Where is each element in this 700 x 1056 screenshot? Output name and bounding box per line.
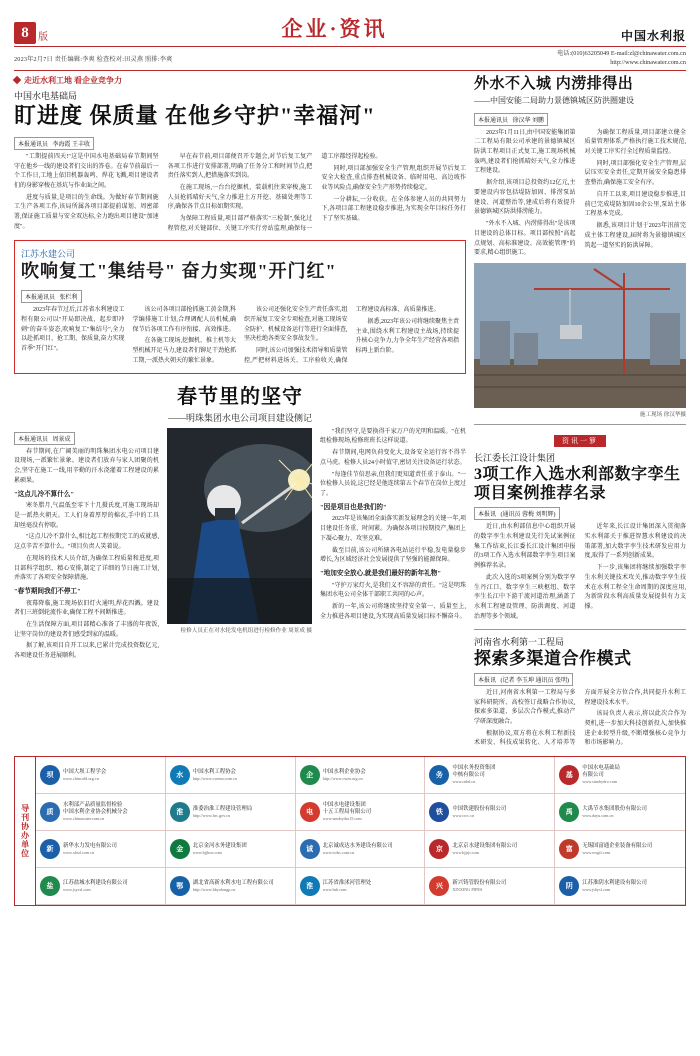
paragraph: 该公司还强化安全生产责任落实,组织开展复工安全专项检查,对施工现场安全防护、机械设备运行等进行全面排查,坚决杜绝各类安全事故发生。 xyxy=(244,307,348,343)
feature-subhead: "地加安全放心,就是我们最好的新年礼物" xyxy=(320,569,442,577)
sponsor-logo-icon: 淮 xyxy=(170,802,190,822)
diamond-icon xyxy=(13,76,21,84)
sponsor-logo-icon: 铁 xyxy=(429,802,449,822)
right-article1-byline xyxy=(474,113,548,126)
feature-title: 春节里的坚守 xyxy=(177,385,303,408)
paragraph: 据悉,该项目计划于2023年汛前完成主体工程建设,届时将为景德镇城区筑起一道坚实的防洪屏障。 xyxy=(584,223,686,249)
sponsor-name: 北京京水建设集团有限公司 www.bjjsjt.com xyxy=(452,842,518,855)
paragraph: "我们坚守,是要换得千家万户的光明和温暖。"在机组检修现场,检修班班长这样说道。 xyxy=(320,428,466,445)
paragraph: 新的一年,该公司将继续坚持安全第一、质量至上,全力推进各项目建设,为实现高质量发展目标不懈奋斗。 xyxy=(320,604,466,620)
paragraph: "工期提前四天!"这是中国水电基础局春节期间坚守在他乡一线的建设者们交出的答卷。在春节前最后一个工作日,工地上依旧机器轰鸣、焊花飞溅,项目建设者们的身影穿梭在基坑与作业面之间。 xyxy=(14,153,159,190)
sponsor-logo-icon: 金 xyxy=(170,839,190,859)
article2-headline: 吹响复工"集结号" 奋力实现"开门红" xyxy=(21,260,337,281)
right-article1-headline: 外水不入城 内涝排得出 xyxy=(474,75,634,92)
right-article2-headline: 3项工作入选水利部数字孪生项目案例推荐名录 xyxy=(474,465,681,503)
paragraph: 2023年是该集团全面落实新发展理念的关键一年,项目建设任务重、时间紧。为确保各项目按期投产,集团上下凝心聚力、攻坚克难。 xyxy=(320,516,466,542)
sponsor-side-label xyxy=(15,757,36,905)
paragraph: 2023年1月11日,由中国安能集团第二工程局有限公司承建的景德镇城区防洪工程项目正式复工,施工现场机械轰鸣,建设者们抢抓晴好天气,全力推进工程建设。 xyxy=(474,129,576,175)
sponsor-cell[interactable] xyxy=(296,868,426,905)
feature-byline xyxy=(14,432,75,445)
paragraph: 进度与质量,是项目的生命线。为做好春节期间施工生产各项工作,该局所属各项目部提前谋划、周密部署,保证施工质量与安全双达标,全力跑出项目建设"加速度"。 xyxy=(14,194,159,230)
sponsor-url: www.bjjhsw.com xyxy=(192,849,222,855)
left-column xyxy=(14,75,466,751)
article-henan xyxy=(474,635,686,751)
sponsor-url: www.sinohydro.com xyxy=(582,779,618,785)
sponsor-logo-icon: 阴 xyxy=(559,876,579,896)
right-article3-byline xyxy=(474,673,573,686)
paragraph: 近日,由水利部信息中心组织开展的数字孪生水利建设先行先试案例征集工作结束,长江委长江设计集团申报的3项工作入选水利部数字孪生项目案例推荐名录。 xyxy=(474,524,576,570)
sponsor-cell[interactable] xyxy=(555,831,685,868)
sponsor-cell[interactable] xyxy=(296,831,426,868)
kicker-text: 走近水利工地 看企业竞争力 xyxy=(24,75,122,85)
paragraph: 在生活保障方面,项目部精心准备了丰盛的年夜饭,让坚守岗位的建设者们感受到家的温暖。 xyxy=(14,622,159,638)
feature-col-3 xyxy=(320,428,466,664)
sponsor-logo-icon: 基 xyxy=(559,765,579,785)
paragraph: 夜幕降临,施工现场依旧灯火通明,焊花四溅。建设者们三班倒轮流作业,确保工程不间断推进。 xyxy=(14,600,159,617)
sponsor-logo-icon: 新 xyxy=(40,839,60,859)
article2-byline xyxy=(21,290,82,303)
page-badge xyxy=(14,22,48,44)
sponsor-name: 中国水利企业协会 http://www.cwea.org.cn xyxy=(322,768,366,781)
paragraph: 据介绍,该项目总投资约12亿元,主要建设内容包括堤防加固、排涝泵站建设、河道整治等,建成后将有效提升景德镇城区防洪排涝能力。 xyxy=(474,180,576,216)
paragraph: 据悉,2023年该公司将继续聚焦主责主业,围绕水利工程建设主战场,持续提升核心竞争力,力争全年生产经营各项指标再上新台阶。 xyxy=(355,319,460,355)
byline-label: 本报通讯员 xyxy=(478,117,509,124)
sponsor-cell[interactable] xyxy=(425,757,555,794)
paragraph: 一分耕耘,一分收获。在全体参建人员的共同努力下,各项目部工程建设稳步推进,为实现全年目标任务打下了坚实基础。 xyxy=(321,196,466,223)
article2-eyebrow: 江苏水建公司 xyxy=(21,248,76,259)
paragraph: 2023年春节过后,江苏省水利建设工程有限公司以"开局即决战、起步即冲刺"的奋斗姿态,吹响复工"集结号",全力以赴抓项目、抢工期、保质量,奋力实现首季"开门红"。 xyxy=(21,307,125,353)
sponsor-name: 中国水电基础局 有限公司 www.sinohydro.com xyxy=(582,765,620,785)
byline-names: 徐汉华 刘鹏 xyxy=(512,117,545,124)
article-changjiang xyxy=(474,430,686,623)
construction-site-illustration xyxy=(474,263,686,408)
article-shuidian xyxy=(14,89,466,235)
sponsor-url: www.xhsd.com.cn xyxy=(63,849,95,855)
sponsor-cell[interactable] xyxy=(555,757,685,794)
sponsor-name: 大禹节水集团股份有限公司 www.dayu.com.cn xyxy=(582,805,647,818)
sponsor-logo-icon: 诚 xyxy=(300,839,320,859)
right-article1-subhead: ——中国安能二局助力景德镇城区防洪圈建设 xyxy=(474,95,634,105)
byline-label: 本报通讯员 xyxy=(18,141,49,148)
sponsor-name: 江苏盐城水利建设有限公司 www.jsycsl.com xyxy=(63,879,128,892)
paragraph: 据了解,该项目自开工以来,已累计完成投资数亿元,各项建设任务进展顺利。 xyxy=(14,643,159,660)
sponsor-cell[interactable] xyxy=(36,794,166,831)
paragraph: "这点儿冷不算什么,相比起工程按期完工的成就感,这点辛苦不算什么。"项目负责人笑着说。 xyxy=(14,534,159,551)
feature-subhead: "因是项目也是我们的" xyxy=(320,503,387,511)
sponsor-cell[interactable] xyxy=(555,794,685,831)
sponsor-logo-icon: 水 xyxy=(170,765,190,785)
section-title: 企业·资讯 xyxy=(281,17,388,41)
sponsor-name: 北京金河水务建设集团 www.bjjhsw.com xyxy=(192,842,247,855)
sponsor-cell[interactable] xyxy=(425,868,555,905)
sponsor-logo-icon: 兴 xyxy=(429,876,449,896)
sponsor-name: 中国大坝工程学会 www.chincold.org.cn xyxy=(63,768,107,781)
paragraph: 同时,项目部加强安全生产管理,组织开展节后复工安全大检查,重点排查机械设备、临时用电、高边坡作业等风险点,确保安全生产形势持续稳定。 xyxy=(321,165,466,192)
right-divider-1 xyxy=(474,424,686,425)
sponsor-cell[interactable] xyxy=(425,831,555,868)
masthead xyxy=(14,10,686,44)
right-article1-photo xyxy=(474,263,686,408)
sponsor-url: www.wxgft.com xyxy=(582,849,611,855)
sponsor-cell[interactable] xyxy=(296,794,426,831)
byline-label: 本报通讯员 xyxy=(25,295,56,302)
sponsor-url: http://www.hbyalongp.cn xyxy=(192,886,236,892)
right-column xyxy=(474,75,686,751)
paragraph: 截至目前,该公司所辖各电站运行平稳,发电量稳步增长,为区域经济社会发展提供了坚强的能源保障。 xyxy=(320,547,466,564)
sponsor-url: http://www.cwea.org.cn xyxy=(322,775,363,781)
article1-eyebrow: 中国水电基础局 xyxy=(14,90,78,101)
sponsor-url: www.cnbd.cn xyxy=(452,779,476,785)
sponsor-logo-icon: 坝 xyxy=(40,765,60,785)
sponsor-url: www.chincold.org.cn xyxy=(63,775,99,781)
sponsor-logo-icon: 务 xyxy=(429,765,449,785)
right-article1-body xyxy=(474,129,686,259)
right-article2-eyebrow: 长江委长江设计集团 xyxy=(474,452,556,463)
sponsor-name: 江苏省淮沭河管理处 www.hsh.com xyxy=(322,879,372,892)
sponsor-url: XINXING PIPES xyxy=(452,886,483,892)
article1-byline xyxy=(14,137,94,150)
byline-names: (通讯员 蓉梅 刘明辉) xyxy=(500,512,556,519)
sponsor-name: 新兴铸管股份有限公司 XINXING PIPES xyxy=(452,879,507,892)
welder-photo-illustration xyxy=(167,428,312,624)
sponsor-logo-icon: 盐 xyxy=(40,876,60,896)
sponsor-url: www.bjjsjt.com xyxy=(452,849,479,855)
paragraph: 春节期间,在广阔美丽的明珠集团水电公司项目建设现场,一派繁忙景象。建设者们放弃与家人团聚的机会,坚守在施工一线,用辛勤的汗水浇灌着工程建设的累累硕果。 xyxy=(14,448,159,484)
sponsor-cell[interactable] xyxy=(296,757,426,794)
sponsor-name: 北京诚成达水务建设有限公司 www.tcdss.com.cn xyxy=(322,842,393,855)
sponsor-cell[interactable] xyxy=(36,831,166,868)
sponsor-cell[interactable] xyxy=(36,868,166,905)
info-bar xyxy=(14,47,686,70)
byline-names: 李海霞 王丰收 xyxy=(52,141,91,148)
article1-body xyxy=(14,153,466,235)
paragraph: "守护万家灯火,是我们义不容辞的责任。"这是明珠集团水电公司全体干部职工共同的心声。 xyxy=(320,582,466,599)
article1-headline: 盯进度 保质量 在他乡守护"幸福河" xyxy=(14,102,376,128)
sponsor-url: www.dayu.com.cn xyxy=(582,812,614,818)
paragraph: 该公司各项目部抢抓施工黄金期,科学编排施工计划,合理调配人员机械,确保节后各项工作有序衔接、高效推进。 xyxy=(132,307,237,333)
right-article1-caption: 施工现场 徐汉华摄 xyxy=(639,411,686,418)
right-divider-2 xyxy=(474,629,686,630)
right-article2-byline xyxy=(474,507,560,520)
paragraph: "每逢佳节倍思亲,但我们更知道责任重于泰山。"一位检修人员说,这已经是他连续第五个春节在岗位上度过了。 xyxy=(320,471,466,497)
paragraph: 早在春节前,项目部便召开专题会,对节后复工复产各项工作进行安排部署,明确了任务分工和时间节点,把责任落实到人,把措施落实到岗。 xyxy=(167,153,313,180)
feature-article xyxy=(14,380,466,664)
feature-photo-caption: 检修人员正在对水轮发电机组进行检修作业 周景成 摄 xyxy=(180,627,312,634)
page-label: 版 xyxy=(38,32,48,43)
sponsor-url: www.sinohydro15.com xyxy=(322,816,362,822)
paragraph: 为确保工程质量,项目部建立健全质量管理体系,严格执行施工技术规范,对关键工序实行全过程质量监控。 xyxy=(584,129,686,156)
sponsor-name: 淮委治淮工程建设管理局 http://www.hrc.gov.cn xyxy=(192,805,253,818)
sponsor-url: www.tcdss.com.cn xyxy=(322,849,355,855)
paragraph: 该局负责人表示,将以此次合作为契机,进一步加大科技创新投入,加快推进企业转型升级,不断增强核心竞争力和市场影响力。 xyxy=(584,711,686,747)
rule-bottom xyxy=(14,70,686,71)
contact-info: 电话:(010)63205049 E-mail:zl@chinawater.com.cn xyxy=(557,50,686,57)
right-article3-eyebrow: 河南省水利第一工程局 xyxy=(474,636,565,647)
paragraph: "外水不入城、内涝排得出"是该项目建设的总体目标。项目部按照"高起点规划、高标准建设、高效能管理"的要求,精心组织施工。 xyxy=(474,221,576,257)
paper-name: 中国水利报 xyxy=(620,29,686,43)
sponsor-url: http://www.cweun.com.cn xyxy=(192,775,237,781)
paragraph: 近年来,长江设计集团深入贯彻落实水利部关于推进智慧水利建设的决策部署,加大数字孪生技术研发应用力度,取得了一系列创新成果。 xyxy=(584,524,686,560)
sponsor-name: 湖北省高新水利水电工程有限公司 http://www.hbyalongp.cn xyxy=(192,879,274,892)
feature-subhead: "春节期间我们不停工" xyxy=(14,587,81,595)
sponsor-name: 江苏淮阴水利建设有限公司 www.jshysl.com xyxy=(582,879,647,892)
sponsor-url: www.crcc.cn xyxy=(452,812,475,818)
paragraph: 春节期间,电网负荷变化大,设备安全运行容不得半点马虎。检修人员24小时值守,密切关注设备运行状态。 xyxy=(320,450,466,466)
article-anneng xyxy=(474,75,686,418)
feature-body-left xyxy=(14,448,159,662)
sponsor-logo-grid xyxy=(14,756,686,906)
sponsor-logo-icon: 质 xyxy=(40,802,60,822)
sponsor-cells xyxy=(36,757,685,905)
sponsor-name: 水利部产品质量监督检验 中国水利企业协会机械分会 www.chinawater.com.cn xyxy=(63,802,128,822)
publication-info: 2023年2月7日 责任编辑:李爽 检查校对:田灵燕 照排:李爽 xyxy=(14,55,173,63)
page-number: 8 xyxy=(14,22,36,44)
feature-photo-col xyxy=(167,428,312,664)
sponsor-url: http://www.hrc.gov.cn xyxy=(192,812,231,818)
paragraph: 近日,河南省水利第一工程局与多家科研院所、高校签订战略合作协议,探索多渠道、多层次合作模式,推动产学研深度融合。 xyxy=(474,689,576,726)
sponsor-logo-icon: 鄂 xyxy=(170,876,190,896)
sponsor-logo-icon: 禹 xyxy=(559,802,579,822)
sponsor-cell[interactable] xyxy=(425,794,555,831)
article-jiangsu-highlight xyxy=(14,240,466,374)
sponsor-side-label-text: 导刊协办单位 xyxy=(20,804,30,859)
feature-body-right xyxy=(320,428,466,623)
paragraph: 在施工现场,一台台挖掘机、装载机往来穿梭,施工人员抢抓晴好天气,全力推进土方开挖、基础处理等工序,确保各节点目标如期实现。 xyxy=(167,185,313,211)
sponsor-logo-icon: 京 xyxy=(429,839,449,859)
sponsor-url: www.hsh.com xyxy=(322,886,347,892)
sponsor-cell[interactable] xyxy=(166,831,296,868)
sponsor-name: 中国水务投资集团 中核有限公司 www.cnbd.cn xyxy=(452,765,496,785)
byline-names: (记者 李玉坤 通讯员 张明) xyxy=(500,677,570,684)
right-article3-body xyxy=(474,689,686,750)
paragraph: 自开工以来,项目建设稳步推进,目前已完成堤防加固10余公里,泵站主体工程基本完成。 xyxy=(584,191,686,218)
right-article2-body xyxy=(474,523,686,622)
sponsor-url: www.jshysl.com xyxy=(582,886,611,892)
byline-names: 张栏利 xyxy=(59,295,78,302)
paragraph: 同时,项目部强化安全生产管理,层层压实安全责任,定期开展安全隐患排查整治,确保施工安全有序。 xyxy=(584,160,686,187)
sponsor-name: 中国水电建设集团 十五工程局有限公司 www.sinohydro15.com xyxy=(322,802,372,822)
sponsor-name: 无锡国富通企业装备有限公司 www.wxgft.com xyxy=(582,842,653,855)
sponsor-name: 新华水力发电有限公司 www.xhsd.com.cn xyxy=(63,842,117,855)
right-article3-headline: 探索多渠道合作模式 xyxy=(474,648,632,668)
article2-body xyxy=(21,306,459,366)
feature-col-1 xyxy=(14,428,159,664)
sponsor-cell[interactable] xyxy=(166,794,296,831)
sponsor-name: 中国水利工程协会 http://www.cweun.com.cn xyxy=(192,768,237,781)
byline-names: 周景成 xyxy=(52,436,71,443)
sponsor-url: www.jsycsl.com xyxy=(63,886,91,892)
paragraph: 寒冬腊月,气温低至零下十几摄氏度,可施工现场却是一派热火朝天。工人们身着厚厚的棉衣,手中的工具却丝毫没有停歇。 xyxy=(14,503,159,529)
paragraph: 根据协议,双方将在水利工程新技术研发、科技成果转化、人才培养等方面开展全方位合作,共同提升水利工程建设技术水平。 xyxy=(474,689,686,747)
sponsor-logo-icon: 电 xyxy=(300,802,320,822)
byline-label: 本报讯 xyxy=(478,677,497,684)
sponsor-logo-icon: 富 xyxy=(559,839,579,859)
news-tag: 资讯一箩 xyxy=(554,435,606,447)
paragraph: 为保障工程质量,项目部严格落实"三检制",强化过程管控,对关键部位、关键工序实行旁站监理,确保每一道工序都经得起检验。 xyxy=(167,153,382,232)
sponsor-cell[interactable] xyxy=(555,868,685,905)
feature-subhead: "这点儿冷不算什么" xyxy=(14,490,75,498)
sponsor-cell[interactable] xyxy=(166,868,296,905)
feature-photo xyxy=(167,428,312,624)
sponsor-url: www.chinawater.com.cn xyxy=(63,816,105,822)
kicker-banner xyxy=(14,75,466,86)
feature-subtitle: ——明珠集团水电公司项目建设侧记 xyxy=(167,412,312,423)
paragraph: 同时,该公司加强技术指导和质量管控,严把材料进场关、工序验收关,确保工程建设高标准、高质量推进。 xyxy=(244,307,440,364)
byline-label: 本报通讯员 xyxy=(18,436,49,443)
paragraph: 在各施工现场,挖掘机、推土机等大型机械开足马力,建设者们铆足干劲抢抓工期,一派热火朝天的繁忙景象。 xyxy=(132,338,237,364)
sponsor-logo-icon: 淮 xyxy=(300,876,320,896)
paragraph: 下一步,该集团将继续加强数字孪生水利关键技术攻关,推动数字孪生技术在水利工程全生命周期的深度应用,为新阶段水利高质量发展提供有力支撑。 xyxy=(584,565,686,611)
sponsor-logo-icon: 企 xyxy=(300,765,320,785)
page-columns xyxy=(14,75,686,751)
sponsor-name: 中国铁建股份有限公司 www.crcc.cn xyxy=(452,805,507,818)
paragraph: 此次入选的3项案例分别为数字孪生丹江口、数字孪生三峡枢纽、数字孪生长江中下游干流河道治理,涵盖了水利工程建设管理、防洪调度、河道治理等多个领域。 xyxy=(474,574,576,620)
website-url: http://www.chinawater.com.cn xyxy=(610,59,686,67)
sponsor-cell[interactable] xyxy=(36,757,166,794)
paragraph: 在现场的技术人员介绍,为确保工程质量和进度,项目部科学组织、精心安排,制定了详细的节日施工计划,并落实了各项安全保障措施。 xyxy=(14,555,159,582)
sponsor-cell[interactable] xyxy=(166,757,296,794)
byline-label: 本报讯 xyxy=(478,512,497,519)
